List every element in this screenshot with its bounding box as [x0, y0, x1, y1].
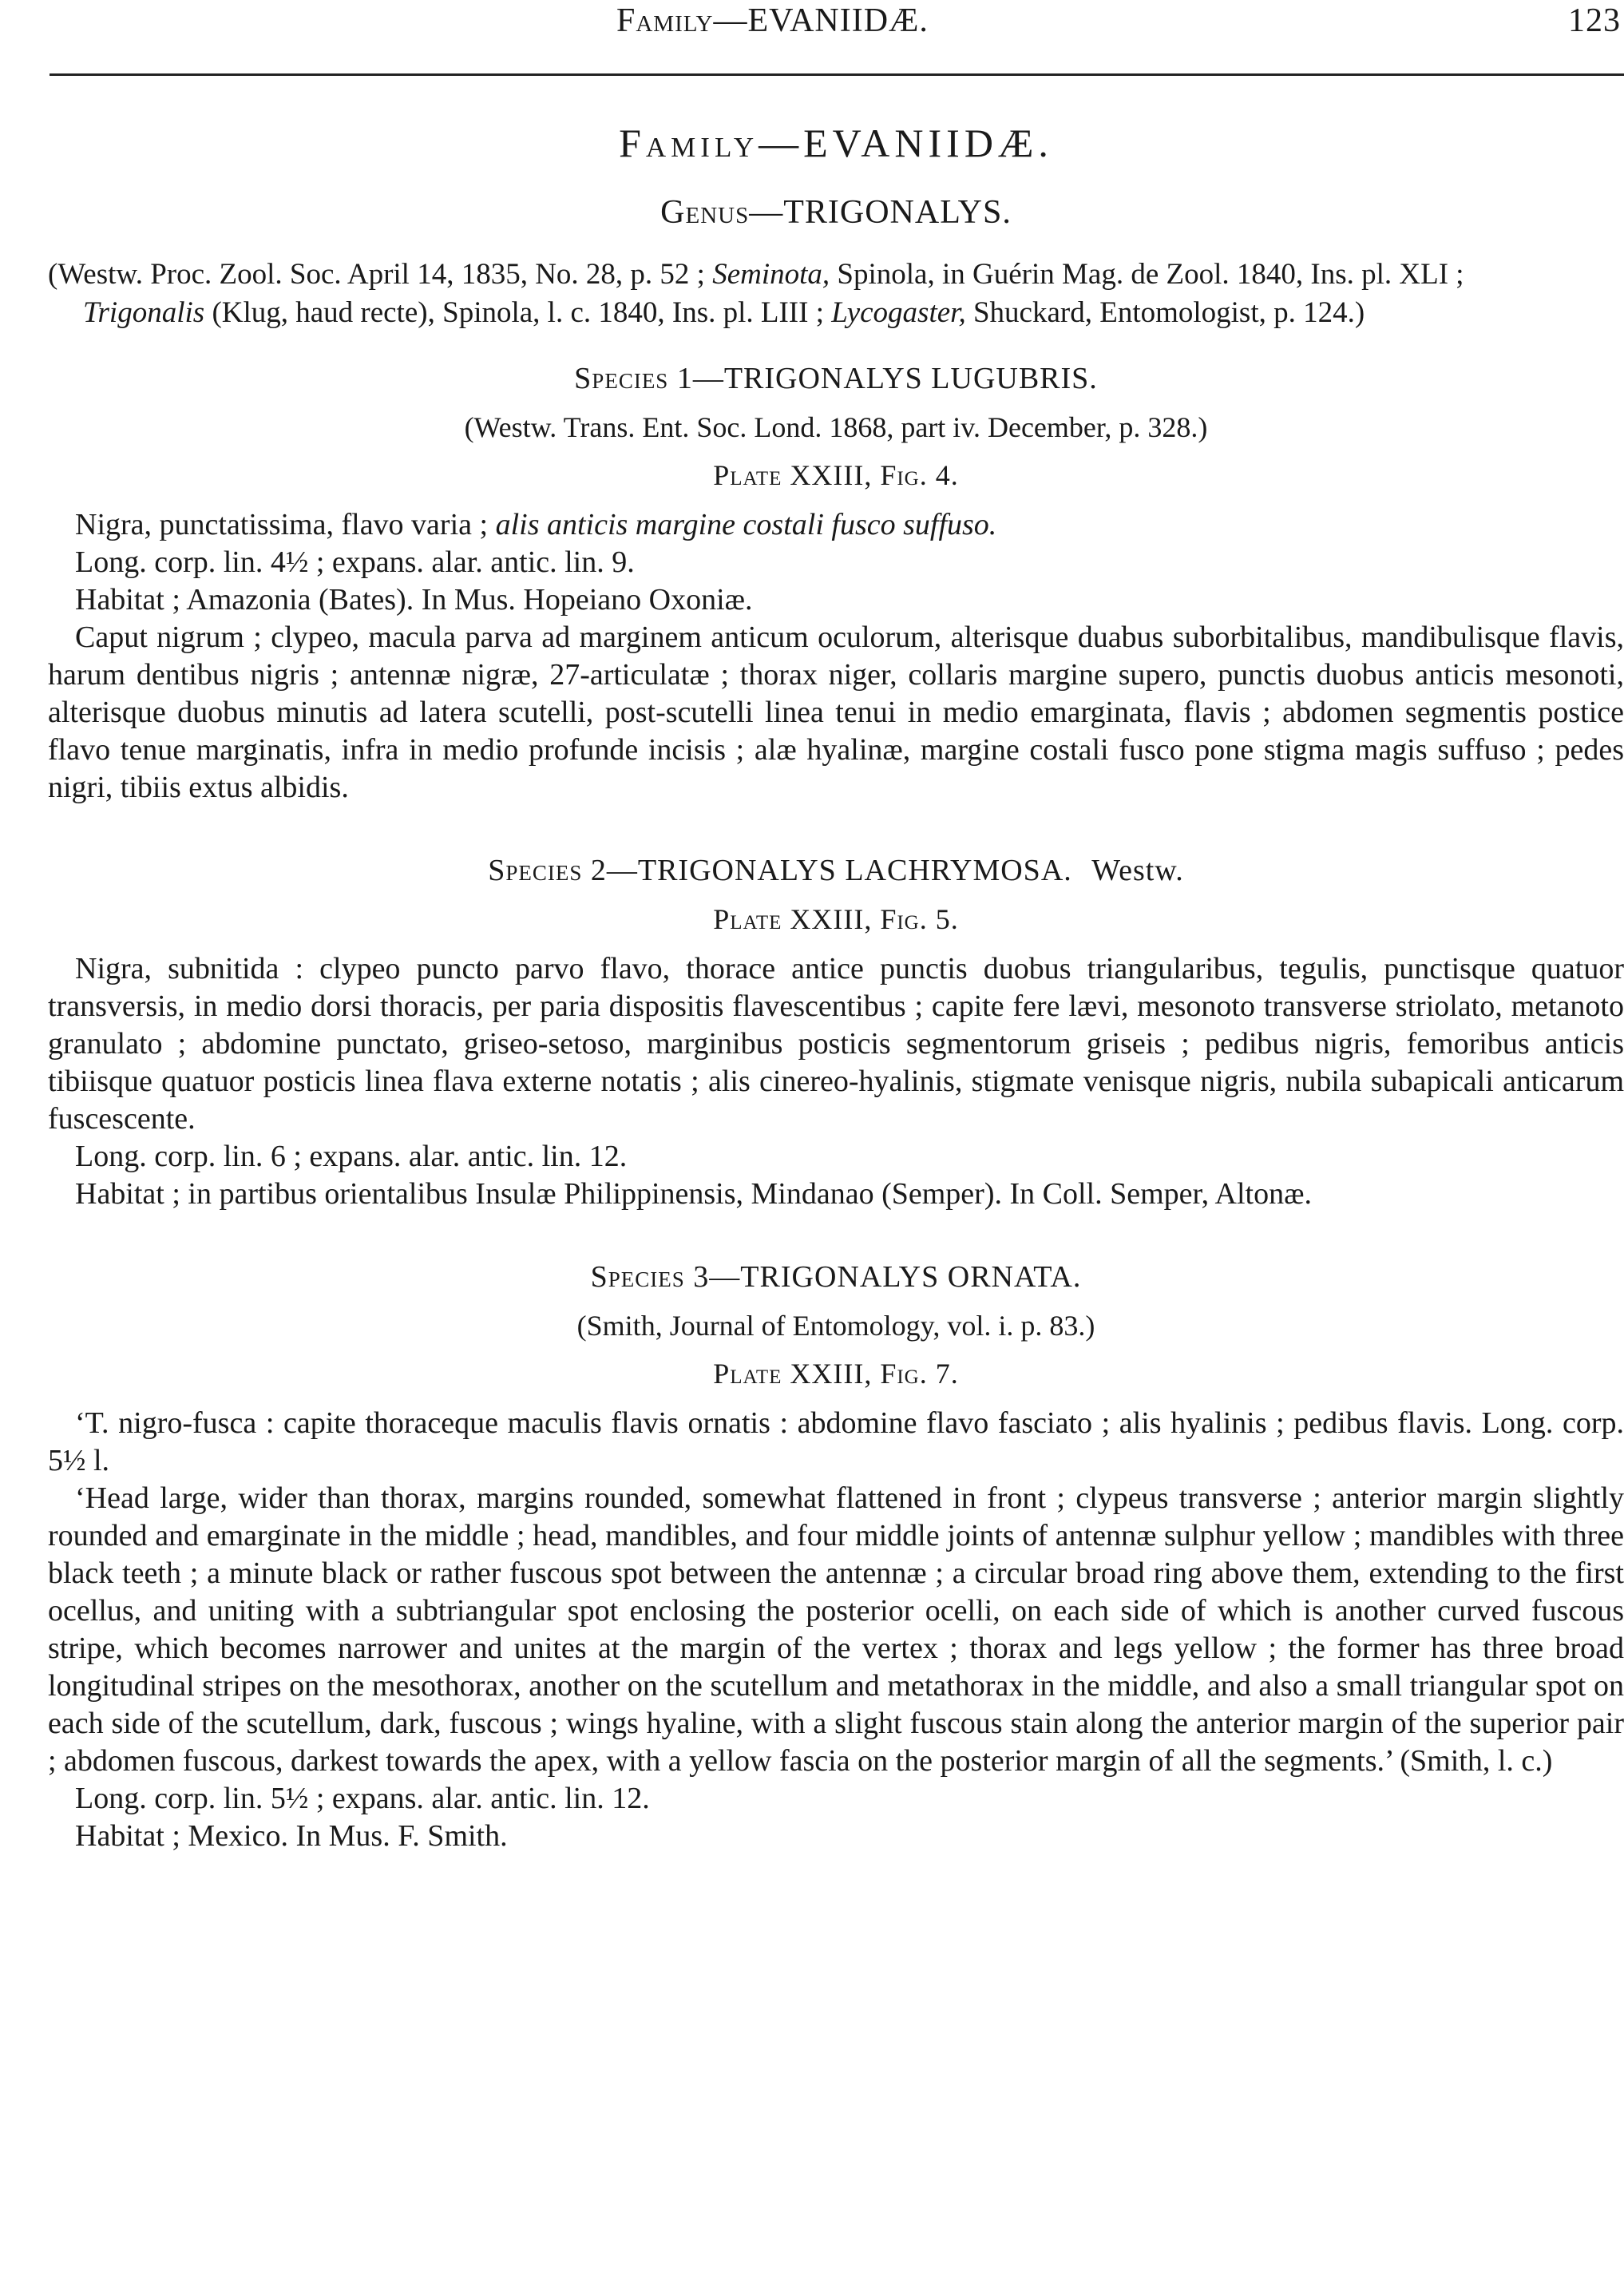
species-heading: Species 1—TRIGONALYS LUGUBRIS. [574, 362, 1098, 395]
species-habitat: Habitat ; in partibus orientalibus Insulæ Philippinensis, Mindanao (Semper). In Coll. Semper, Altonæ. [75, 1177, 1312, 1211]
genus-title: Genus—TRIGONALYS. [660, 194, 1012, 231]
species-description: Caput nigrum ; clypeo, macula parva ad marginem anticum oculorum, alterisque duabus suborbitalibus, mandibulisque flavis, harum dentibus nigris ; antennæ nigræ, 27-articulatæ ; thorax niger, collaris margine supero, punctis duobus anticis mesonoti, alterisque duobus minutis ad latera scutelli, post-scutelli linea tenui in medio emarginata, flavis ; abdomen segmentis postice flavo tenue marginatis, infra in medio profunde incisis ; alæ hyalinæ, margine costali fusco pone stigma magis suffuso ; pedes nigri, tibiis extus albidis. [48, 621, 1624, 804]
species-measurements: Long. corp. lin. 6 ; expans. alar. antic. lin. 12. [75, 1140, 628, 1173]
species-heading-author: Westw. [1091, 854, 1184, 887]
species-heading: Species 3—TRIGONALYS ORNATA. [590, 1260, 1082, 1294]
synonymy-text: (Klug, haud recte), Spinola, l. c. 1840, Ins. pl. LIII ; [204, 296, 832, 329]
species-measurements: Long. corp. lin. 5½ ; expans. alar. antic. lin. 12. [75, 1782, 650, 1815]
genus-synonymy [48, 256, 1624, 332]
plate-reference: Plate XXIII, Fig. 4. [713, 459, 959, 491]
synonymy-taxon: Seminota, [712, 258, 830, 291]
species-habitat: Habitat ; Mexico. In Mus. F. Smith. [75, 1819, 508, 1853]
species-quote-diagnosis: ‘T. nigro-fusca : capite thoraceque maculis flavis ornatis : abdomine flavo fasciato ; alis hyalinis ; pedibus flavis. Long. corp. 5½ l. [48, 1406, 1624, 1477]
species-heading: Species 2—TRIGONALYS LACHRYMOSA. [488, 854, 1072, 887]
running-head [48, 2, 1624, 46]
species-description: Nigra, subnitida : clypeo puncto parvo flavo, thorace antice punctis duobus triangularibus, tegulis, punctisque quatuor transversis, in medio dorsi thoracis, per paria dispositis flavescentibus ; capite fere lævi, mesonoto transverse striolato, metanoto granulato ; abdomine punctato, griseo-setoso, marginibus posticis segmentorum griseis ; pedibus nigris, femoribus anticis tibiisque quatuor posticis linea flava externe notatis ; alis cinereo-hyalinis, stigmate venisque nigris, nubila subapicali anticarum fuscescente. [48, 952, 1624, 1136]
family-title: Family—EVANIIDÆ. [619, 121, 1053, 165]
species-diagnosis [48, 506, 1624, 544]
synonymy-text: Shuckard, Entomologist, p. 124.) [965, 296, 1365, 329]
synonymy-taxon: Lycogaster, [831, 296, 966, 329]
species-section [48, 361, 1624, 807]
diagnosis-text: Nigra, punctatissima, flavo varia ; [75, 508, 496, 541]
species-section [48, 1259, 1624, 1855]
species-habitat: Habitat ; Amazonia (Bates). In Mus. Hopeiano Oxoniæ. [75, 583, 753, 617]
species-citation: (Smith, Journal of Entomology, vol. i. p. 83.) [576, 1310, 1095, 1342]
species-section [48, 853, 1624, 1213]
plate-reference: Plate XXIII, Fig. 7. [713, 1358, 959, 1390]
species-quote-description: ‘Head large, wider than thorax, margins rounded, somewhat flattened in front ; clypeus transverse ; anterior margin slightly rounded and emarginate in the middle ; head, mandibles, and four middle joints of antennæ sulphur yellow ; mandibles with three black teeth ; a minute black or rather fuscous spot between the antennæ ; a circular broad ring above them, extending to the first ocellus, and uniting with a subtriangular spot enclosing the posterior ocelli, on each side of which is another curved fuscous stripe, which becomes narrower and unites at the margin of the vertex ; thorax and legs yellow ; the former has three broad longitudinal stripes on the mesothorax, another on the scutellum and metathorax in the middle, and also a small triangular spot on each side of the scutellum, dark, fuscous ; wings hyaline, with a slight fuscous stain along the anterior margin of the superior pair ; abdomen fuscous, darkest towards the apex, with a yellow fascia on the posterior margin of all the segments.’ (Smith, l. c.) [48, 1481, 1624, 1778]
header-rule [50, 73, 1624, 76]
species-heading-line [48, 853, 1624, 888]
species-measurements: Long. corp. lin. 4½ ; expans. alar. antic. lin. 9. [75, 545, 635, 579]
synonymy-text: Spinola, in Guérin Mag. de Zool. 1840, Ins. pl. XLI ; [830, 258, 1464, 291]
diagnosis-italic: alis anticis margine costali fusco suffuso. [495, 508, 997, 541]
plate-reference: Plate XXIII, Fig. 5. [713, 903, 959, 935]
running-head-title: Family—EVANIIDÆ. [616, 2, 929, 39]
synonymy-taxon: Trigonalis [83, 296, 205, 329]
synonymy-text: (Westw. Proc. Zool. Soc. April 14, 1835, No. 28, p. 52 ; [48, 258, 713, 291]
species-citation: (Westw. Trans. Ent. Soc. Lond. 1868, part iv. December, p. 328.) [464, 411, 1208, 443]
page-number: 123 [1568, 2, 1621, 39]
page-body [48, 120, 1624, 1855]
